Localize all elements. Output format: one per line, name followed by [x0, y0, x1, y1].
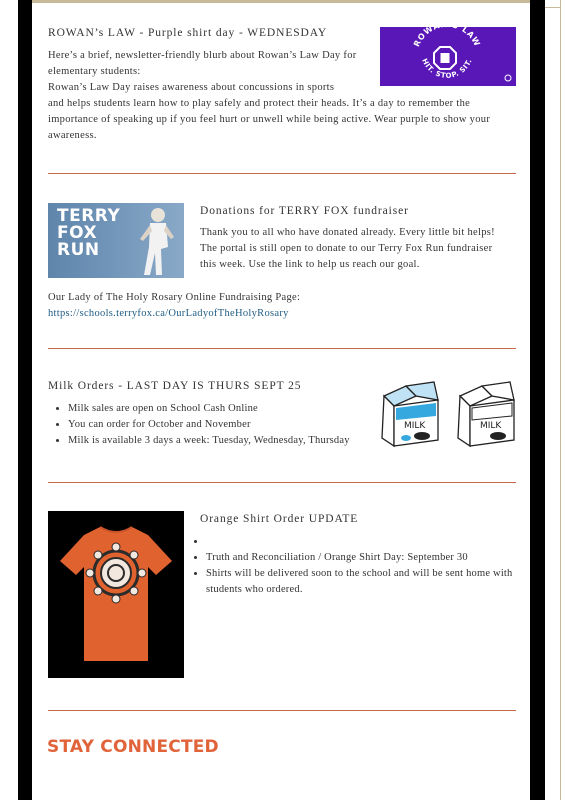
list-item: • Milk sales are open on School Cash Online — [68, 401, 408, 417]
orange-shirt-list — [186, 534, 536, 598]
white-carton-label: MILK — [480, 421, 502, 431]
orange-shirt-heading: Orange Shirt Order UPDATE — [200, 513, 359, 525]
section-divider — [48, 173, 516, 174]
left-frame-bar — [18, 0, 32, 800]
page-edge-line — [560, 0, 561, 800]
rowans-law-logo — [380, 27, 516, 86]
badge-bottom-text: HIT. STOP. SIT. — [420, 57, 474, 81]
stay-connected-heading: STAY CONNECTED — [47, 737, 219, 757]
rowans-law-body-4: awareness. — [48, 130, 97, 141]
list-item: • Truth and Reconciliation / Orange Shirt Day: September 30 — [206, 550, 536, 566]
rowans-law-body-2: and helps students learn how to play safely and protect their heads. It’s a day to remember the — [48, 98, 471, 109]
top-border — [32, 0, 530, 3]
runner-silhouette — [128, 205, 184, 278]
fundraising-page-link[interactable]: https://schools.terryfox.ca/OurLadyofTheHolyRosary — [48, 308, 289, 319]
fundraising-page-label: Our Lady of The Holy Rosary Online Fundraising Page: — [48, 292, 301, 303]
terry-fox-heading: Donations for TERRY FOX fundraiser — [200, 205, 409, 217]
white-milk-carton-image — [452, 378, 522, 450]
orange-tshirt-graphic — [48, 511, 184, 678]
list-item: • Milk is available 3 days a week: Tuesday, Wednesday, Thursday — [68, 433, 408, 449]
blue-carton-label: MILK — [404, 421, 426, 431]
terry-fox-body-2: The portal is still open to donate to our Terry Fox Run fundraiser — [200, 243, 493, 254]
terry-fox-body-1: Thank you to all who have donated already. Every little bit helps! — [200, 227, 495, 238]
list-item — [206, 534, 536, 550]
list-item: • Shirts will be delivered soon to the school and will be sent home with students who ordered. — [206, 566, 536, 598]
rowans-law-body-3: importance of speaking up if you feel hurt or unwell while being active. Wear purple to show your — [48, 114, 491, 125]
page-margin — [545, 0, 565, 800]
rowans-law-heading: ROWAN’s LAW - Purple shirt day - WEDNESDAY — [48, 27, 328, 39]
svg-text:ROWAN’S LAW — [412, 27, 482, 48]
milk-orders-heading: Milk Orders - LAST DAY IS THURS SEPT 25 — [48, 380, 302, 392]
section-divider — [48, 710, 516, 711]
rowans-law-body-1: Rowan’s Law Day raises awareness about concussions in sports — [48, 82, 335, 93]
orange-shirt-image — [48, 511, 184, 678]
terry-fox-word-3: RUN — [57, 240, 100, 260]
section-divider — [48, 482, 516, 483]
rowans-law-badge-image — [380, 27, 516, 86]
blue-milk-carton-image — [376, 378, 446, 450]
section-divider — [48, 348, 516, 349]
page-edge-stub — [545, 7, 561, 8]
badge-top-text: ROW LAW — [412, 27, 482, 49]
terry-fox-word-2: FOX — [57, 223, 98, 243]
terry-fox-body-3: this week. Use the link to help us reach our goal. — [200, 259, 420, 270]
list-item: • You can order for October and November — [68, 417, 408, 433]
right-frame-bar — [530, 0, 545, 800]
rowans-law-intro-2: elementary students: — [48, 66, 141, 77]
terry-fox-run-image — [48, 203, 184, 278]
rowans-law-intro-1: Here’s a brief, newsletter-friendly blurb about Rowan’s Law Day for — [48, 50, 357, 61]
terry-fox-word-1: TERRY — [57, 206, 121, 226]
milk-orders-list — [48, 401, 408, 449]
